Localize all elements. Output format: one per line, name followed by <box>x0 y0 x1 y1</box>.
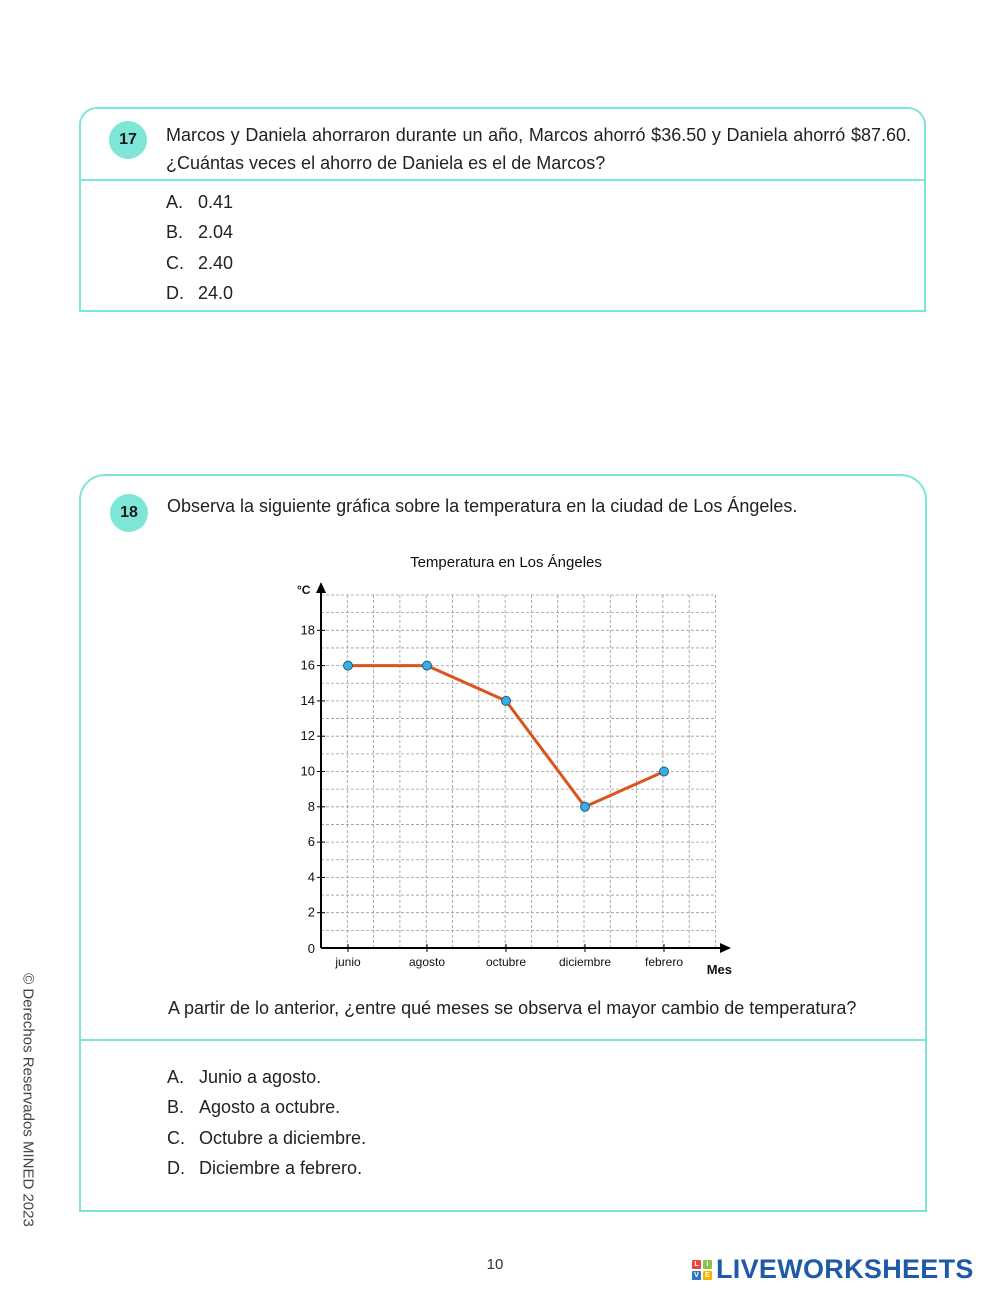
y-tick-label: 8 <box>307 798 315 814</box>
option-text: 2.04 <box>198 222 234 243</box>
option-text: Octubre a diciembre. <box>199 1127 367 1148</box>
question-number-badge: 18 <box>110 494 148 532</box>
y-tick-label: 4 <box>307 869 315 885</box>
x-tick-label: diciembre <box>558 955 612 969</box>
y-axis-label: °C <box>297 583 311 597</box>
option-text: Diciembre a febrero. <box>199 1157 363 1178</box>
question-text: Marcos y Daniela ahorraron durante un año, Marcos ahorró $36.50 y Daniela ahorró $87.60. ¿Cuántas veces el ahorro de Daniela es el de Marcos? <box>166 125 911 173</box>
question-17-card <box>79 107 926 312</box>
option-letter: D. <box>167 1157 185 1178</box>
page-number: 10 <box>486 1256 504 1273</box>
divider <box>81 179 924 181</box>
option-a[interactable] <box>167 1062 366 1092</box>
option-c[interactable] <box>166 248 233 278</box>
y-tick-label: 2 <box>307 904 315 920</box>
divider <box>81 1039 925 1041</box>
y-axis-arrow <box>316 582 326 593</box>
question-prompt: A partir de lo anterior, ¿entre qué meses se observa el mayor cambio de temperatura? <box>168 998 857 1018</box>
y-tick-label: 6 <box>307 834 315 850</box>
option-letter: A. <box>167 1067 185 1087</box>
x-tick-label: junio <box>335 955 361 969</box>
y-tick-label: 0 <box>307 941 315 956</box>
option-text: 0.41 <box>198 192 234 212</box>
data-point <box>581 802 590 811</box>
option-d[interactable] <box>167 1153 366 1183</box>
y-tick-label: 16 <box>300 657 315 673</box>
x-axis-label: Mes <box>706 962 732 977</box>
x-axis-arrow <box>720 943 731 953</box>
x-tick-label: octubre <box>485 955 527 969</box>
answer-options <box>167 1062 366 1183</box>
option-a[interactable] <box>166 187 233 217</box>
data-point <box>423 661 432 670</box>
option-text: Junio a agosto. <box>199 1067 322 1087</box>
question-text: Observa la siguiente gráfica sobre la temperatura en la ciudad de Los Ángeles. <box>167 496 798 516</box>
option-b[interactable] <box>167 1092 366 1122</box>
option-letter: B. <box>166 222 184 243</box>
liveworksheets-logo[interactable] <box>692 1254 974 1285</box>
data-point <box>344 661 353 670</box>
answer-options <box>166 187 233 308</box>
y-tick-label: 12 <box>300 728 315 744</box>
option-c[interactable] <box>167 1123 366 1153</box>
y-tick-label: 18 <box>300 622 315 638</box>
x-tick-label: febrero <box>644 955 684 969</box>
option-b[interactable] <box>166 217 233 247</box>
option-text: 24.0 <box>198 282 234 303</box>
y-tick-label: 10 <box>300 763 315 779</box>
x-tick-label: agosto <box>408 955 446 969</box>
brand-name: LIVEWORKSHEETS <box>716 1254 974 1284</box>
y-tick-label: 14 <box>300 692 315 708</box>
copyright-notice: © Derechos Reservados MINED 2023 <box>19 973 37 1227</box>
option-letter: D. <box>166 282 184 303</box>
option-d[interactable] <box>166 278 233 308</box>
option-text: 2.40 <box>198 252 234 273</box>
option-letter: C. <box>167 1127 185 1148</box>
data-point <box>660 767 669 776</box>
temperature-chart <box>281 551 741 986</box>
option-letter: B. <box>167 1097 185 1118</box>
question-number-badge: 17 <box>109 121 147 159</box>
option-text: Agosto a octubre. <box>199 1097 341 1118</box>
option-letter: C. <box>166 252 184 273</box>
data-point <box>502 696 511 705</box>
option-letter: A. <box>166 192 184 212</box>
chart-svg <box>281 551 741 986</box>
chart-title: Temperatura en Los Ángeles <box>410 554 602 571</box>
question-18-card <box>79 474 927 1212</box>
logo-icon: L I V E <box>692 1260 712 1280</box>
